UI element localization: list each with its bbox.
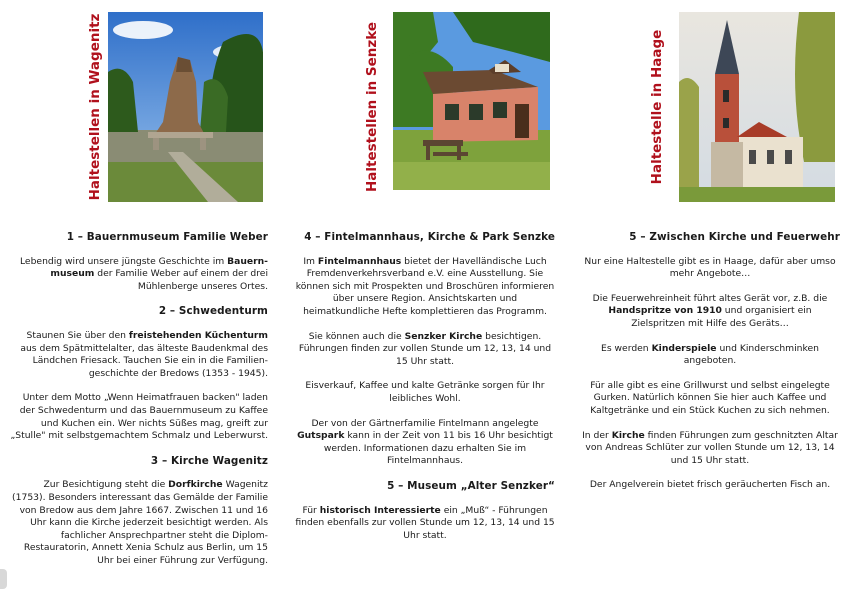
paragraph: Staunen Sie über den freistehenden Küchenturm aus dem Spätmittelalter, das älteste Baudenkmal des Ländchen Friesack. Tauchen Sie ein in die Familien-geschichte der Bredows (1353 - 1945). <box>20 329 268 379</box>
paragraph: Zur Besichtigung steht die Dorfkirche Wagenitz (1753). Besonders interessant das Gemälde der Familie von Bredow aus dem Jahre 1667. Zwischen 11 und 16 Uhr kann die Kirche jederzeit besichtigt werden. Als fachlicher Ansprechpartner steht die Diplom-Restauratorin, Annett Xenia Schulz aus Berlin, um 15 Uhr bei einer Führung zur Verfügung. <box>12 479 268 566</box>
section-heading: 2 – Schwedenturm <box>158 305 268 318</box>
paragraph: Der von der Gärtnerfamilie Fintelmann angelegte Gutspark kann in der Zeit von 11 bis 16 Uhr besichtigt werden. Informationen dazu erhalten Sie im Fintelmannhaus. <box>297 417 553 467</box>
haage-text <box>580 231 840 504</box>
paragraph: Unter dem Motto „Wenn Heimatfrauen backen" laden der Schwedenturm und das Bauernmuseum zu Kaffee und Kuchen ein. Wer nichts Süßes mag, greift zur „Stulle" mit selbstgemachtem Schmalz und Leberwurst. <box>10 392 268 442</box>
paragraph: Eisverkauf, Kaffee und kalte Getränke sorgen für Ihr leibliches Wohl. <box>305 380 545 404</box>
section-heading: 4 – Fintelmannhaus, Kirche & Park Senzke <box>304 231 555 243</box>
paragraph: Nur eine Haltestelle gibt es in Haage, dafür aber umso mehr Angebote… <box>584 255 836 280</box>
paragraph: Lebendig wird unsere jüngste Geschichte im Bauern-museum der Familie Weber auf einem der drei Mühlenberge unseres Ortes. <box>19 255 268 292</box>
column-senzke <box>295 0 565 597</box>
wagenitz-text <box>8 231 268 579</box>
paragraph: In der Kirche finden Führungen zum geschnitzten Altar von Andreas Schlüter zur vollen Stunde um 12, 13, 14 und 15 Uhr statt. <box>582 429 838 466</box>
bauernmuseum-photo <box>108 12 263 202</box>
kirche-haage-photo <box>679 12 835 202</box>
vertical-title-haage: Haltestelle in Haage <box>649 29 665 185</box>
paragraph: Im Fintelmannhaus bietet der Havelländische Luch Fremdenverkehrsverband e.V. eine Ausstellung. Sie können sich mit Prospekten und Broschüren informieren über unsere Region. Ansichtskarten und heimatkundliche Hefte komplettieren das Programm. <box>295 255 555 317</box>
paragraph: Die Feuerwehreinheit führt altes Gerät vor, z.B. die Handspritze von 1910 und organisiert ein Zielspritzen mit Hilfe des Geräts… <box>592 292 828 329</box>
paragraph: Für alle gibt es eine Grillwurst und selbst eingelegte Gurken. Natürlich können Sie hier auch Kaffee und Kaltgetränke und ein Stück Kuchen zu sich nehmen. <box>590 379 830 416</box>
paragraph: Der Angelverein bietet frisch geräucherten Fisch an. <box>589 479 831 491</box>
paragraph: Für historisch Interessierte ein „Muß“ - Führungen finden ebenfalls zur vollen Stunde um 12, 13, 14 und 15 Uhr statt. <box>295 504 555 541</box>
vertical-title-senzke: Haltestellen in Senzke <box>364 21 380 193</box>
column-wagenitz <box>8 0 278 597</box>
vertical-title-wagenitz: Haltestellen in Wagenitz <box>87 13 103 201</box>
section-heading: 5 – Zwischen Kirche und Feuerwehr <box>629 231 840 243</box>
section-heading: 5 – Museum „Alter Senzker“ <box>387 479 555 492</box>
fintelmannhaus-photo <box>393 12 550 190</box>
section-heading: 3 – Kirche Wagenitz <box>150 454 268 467</box>
side-scroll-handle[interactable] <box>0 569 7 589</box>
paragraph: Es werden Kinderspiele und Kinderschminken angeboten. <box>601 342 819 367</box>
section-heading: 1 – Bauernmuseum Familie Weber <box>66 231 268 243</box>
column-haage <box>580 0 843 597</box>
senzke-text <box>295 231 555 554</box>
paragraph: Sie können auch die Senzker Kirche besichtigen. Führungen finden zur vollen Stunde um 12, 13, 14 und 15 Uhr statt. <box>298 330 552 367</box>
